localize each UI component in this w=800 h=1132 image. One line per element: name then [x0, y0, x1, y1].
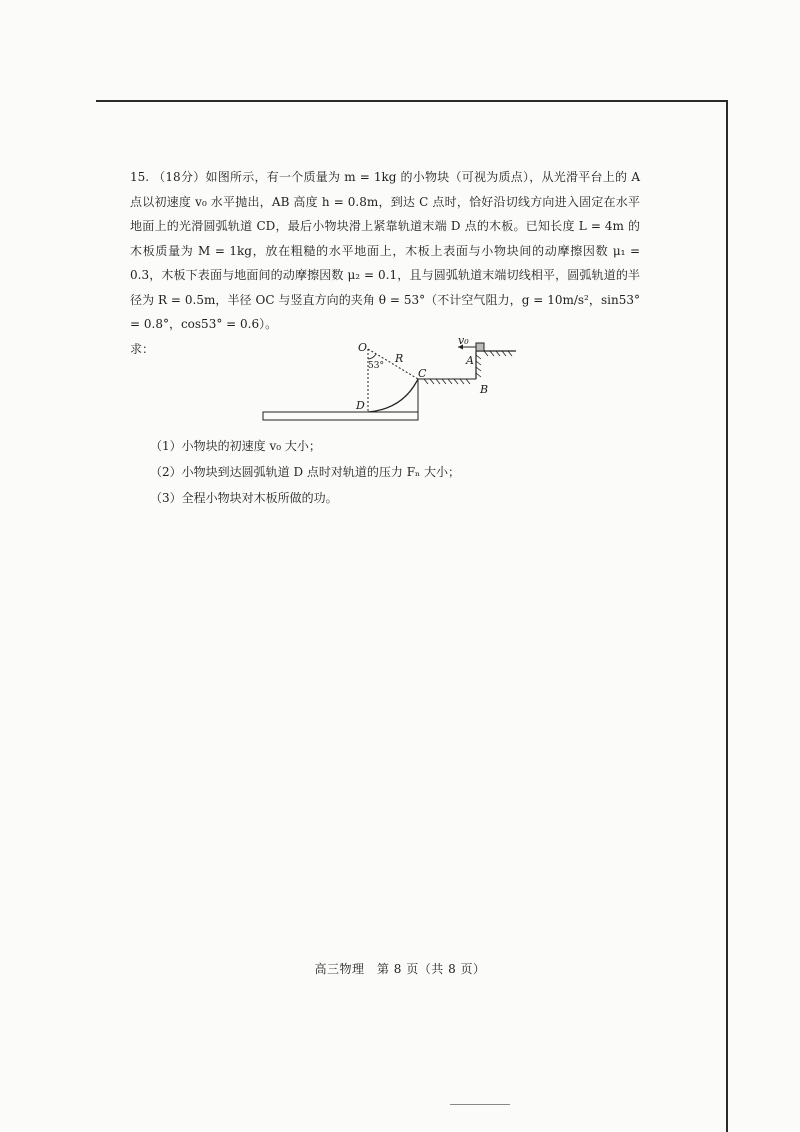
physics-figure — [258, 337, 518, 429]
label-c: C — [418, 367, 427, 380]
question-text: （18分）如图所示，有一个质量为 m = 1kg 的小物块（可视为质点），从光滑平台上的 A 点以初速度 v₀ 水平抛出，AB 高度 h = 0.8m，到达 C 点时，恰好沿切线方向进入固定在水平地面上的光滑圆弧轨道 CD，最后小物块滑上紧靠轨道末端 D 点的木板。已知长度 L = 4m 的木板质量为 M = 1kg，放在粗糙的水平地面上，木板上表面与小物块间的动摩擦因数 μ₁ = 0.3，木板下表面与地面间的动摩擦因数 μ₂ = 0.1，且与圆弧轨道末端切线相平，圆弧轨道的半径为 R = 0.5m，半径 OC 与竖直方向的夹角 θ = 53°（不计空气阻力，g = 10m/s²，sin53° = 0.8°，cos53° = 0.6）。 — [130, 170, 640, 331]
board — [263, 412, 418, 420]
label-r: R — [395, 352, 404, 365]
wall-hatch — [476, 355, 481, 377]
page-footer: 高三物理 第 8 页（共 8 页） — [314, 962, 486, 976]
question-ask: 求： — [130, 341, 155, 356]
label-angle: 53° — [368, 361, 384, 371]
question-15 — [130, 165, 640, 361]
label-o: O — [358, 341, 368, 354]
top-rule — [96, 100, 728, 102]
label-v0: v₀ — [458, 337, 469, 347]
question-body — [130, 165, 640, 337]
ground-hatch — [424, 379, 470, 384]
bottom-mark — [450, 1104, 510, 1105]
block — [476, 343, 484, 351]
arc-cd — [368, 379, 418, 412]
subquestion-3: （3）全程小物块对木板所做的功。 — [150, 491, 338, 505]
angle-arc — [368, 354, 376, 359]
label-d: D — [356, 399, 365, 412]
platform-hatch — [484, 351, 512, 356]
figure-svg — [258, 337, 518, 429]
right-margin-rule — [726, 100, 728, 1132]
label-a: A — [466, 354, 474, 367]
subquestion-1: （1）小物块的初速度 v₀ 大小； — [150, 439, 321, 453]
question-number: 15. — [130, 170, 150, 184]
label-b: B — [480, 383, 489, 396]
subquestion-2: （2）小物块到达圆弧轨道 D 点时对轨道的压力 Fₙ 大小； — [150, 465, 461, 479]
